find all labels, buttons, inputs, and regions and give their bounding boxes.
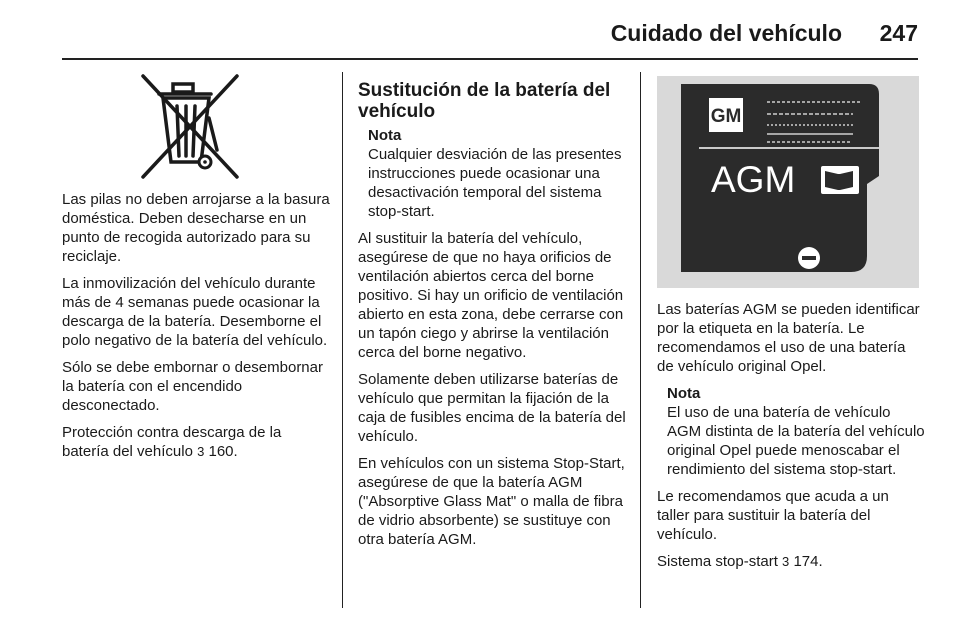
column-1 (62, 190, 330, 469)
agm-text: AGM (711, 159, 796, 200)
note-box (657, 384, 925, 479)
section-heading: Sustitución de la batería del vehículo (358, 80, 611, 122)
paragraph: La inmovilización del vehículo durante más de 4 semanas puede ocasionar la descarga de la batería. Desemborne el polo negativo de la batería del vehículo. (62, 275, 328, 349)
page-ref-icon: 3 (197, 444, 205, 459)
note-box (358, 126, 626, 221)
paragraph: Le recomendamos que acuda a un taller para sustituir la batería del vehículo. (657, 488, 889, 543)
crossed-bin-icon (135, 74, 245, 179)
column-2 (358, 80, 626, 557)
note-text: Cualquier desviación de las presentes instrucciones puede ocasionar una desactivación temporal del sistema stop-start. (368, 146, 622, 220)
paragraph: Al sustituir la batería del vehículo, asegúrese de que no haya orificios de ventilación abiertos cerca del borne positivo. Si hay un orificio de ventilación abierto en esta zona, debe cerrarse con un tapón ciego y abrirse la ventilación cerca del borne negativo. (358, 230, 624, 361)
header-title: Cuidado del vehículo (610, 20, 842, 46)
paragraph: Las baterías AGM se pueden identificar por la etiqueta en la batería. Le recomendamos el uso de una batería de vehículo original Opel. (657, 301, 920, 375)
agm-battery-label-image (657, 76, 919, 288)
ref-page: 174. (793, 553, 823, 570)
page-header (0, 16, 960, 56)
gm-logo: GM (710, 106, 742, 127)
ref-text: Sistema stop-start (657, 553, 778, 570)
column-divider-1 (342, 72, 343, 608)
header-rule (62, 58, 918, 60)
paragraph: En vehículos con un sistema Stop-Start, asegúrese de que la batería AGM ("Absorptive Glass Mat" o malla de fibra de vidrio absorbente) se sustituye con otra batería AGM. (358, 455, 625, 548)
cross-reference[interactable] (62, 423, 330, 461)
ref-page: 160. (208, 443, 238, 460)
paragraph: Sólo se debe embornar o desembornar la batería con el encendido desconectado. (62, 359, 323, 414)
cross-reference[interactable] (657, 552, 925, 571)
paragraph: Solamente deben utilizarse baterías de vehículo que permitan la fijación de la caja de fusibles encima de la batería del vehículo. (358, 371, 626, 445)
note-title: Nota (667, 385, 701, 402)
column-3 (657, 300, 925, 579)
note-title: Nota (368, 127, 402, 144)
page-number: 247 (879, 20, 918, 46)
page-ref-icon: 3 (782, 554, 790, 569)
paragraph: Las pilas no deben arrojarse a la basura doméstica. Deben desecharse en un punto de recogida autorizado para su reciclaje. (62, 191, 330, 265)
ref-text: Protección contra descarga de la batería del vehículo (62, 424, 282, 460)
note-text: El uso de una batería de vehículo AGM distinta de la batería del vehículo original Opel puede menoscabar el rendimiento del sistema stop-start. (667, 404, 925, 478)
column-divider-2 (640, 72, 641, 608)
